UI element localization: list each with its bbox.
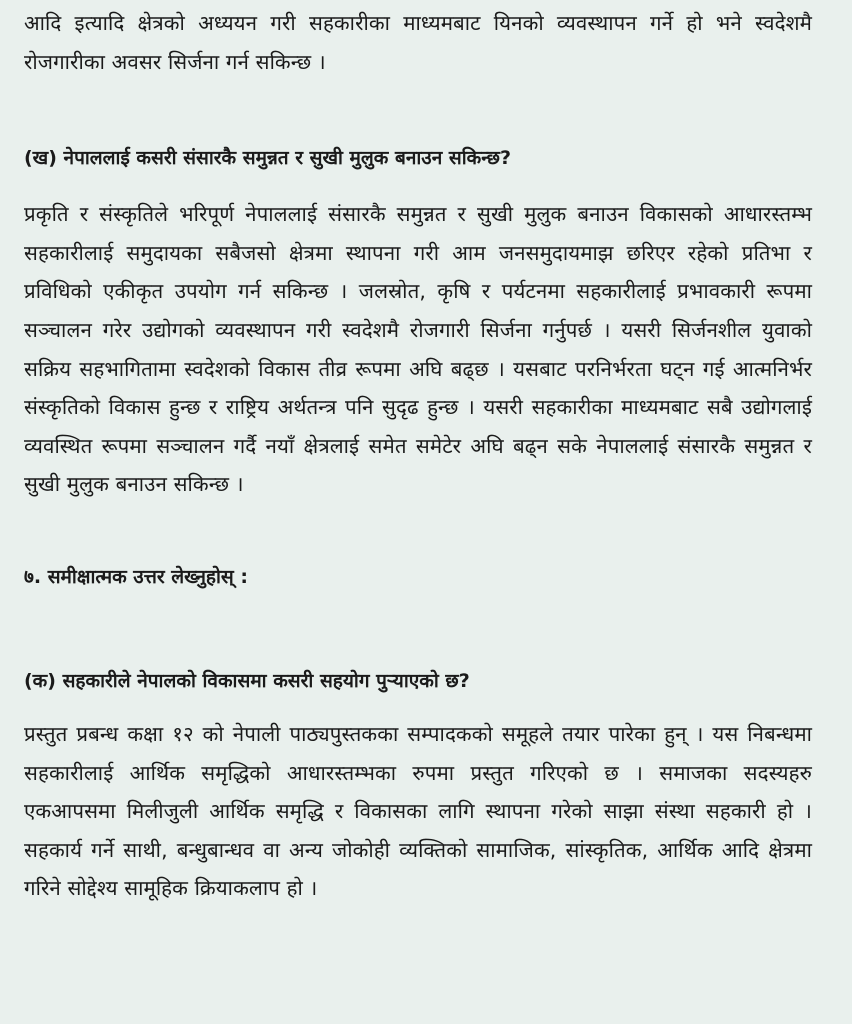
answer-paragraph-kha: प्रकृति र संस्कृतिले भरिपूर्ण नेपाललाई संसारकै समुन्नत र सुखी मुलुक बनाउन विकासको आधारस्तम्भ सहकारीलाई समुदायका सबैजसो क्षेत्रमा स्थापना गरी आम जनसमुदायमाझ छरिएर रहेको प्रतिभा र प्रविधिको एकीकृत उपयोग गर्न सकिन्छ । जलस्रोत, कृषि र पर्यटनमा सहकारीलाई प्रभावकारी रूपमा सञ्चालन गरेर उद्योगको व्यवस्थापन गरी स्वदेशमै रोजगारी सिर्जना गर्नुपर्छ । यसरी सिर्जनशील युवाको सक्रिय सहभागितामा स्वदेशको विकास तीव्र रूपमा अघि बढ्छ । यसबाट परनिर्भरता घट्न गई आत्मनिर्भर संस्कृतिको विकास हुन्छ र राष्ट्रिय अर्थतन्त्र पनि सुदृढ हुन्छ । यसरी सहकारीका माध्यमबाट सबै उद्योगलाई व्यवस्थित रूपमा सञ्चालन गर्दै नयाँ क्षेत्रलाई समेत समेटेर अघि बढ्न सके नेपाललाई संसारकै समुन्नत र सुखी मुलुक बनाउन सकिन्छ । (24, 202, 812, 497)
question-heading-ka: (क) सहकारीले नेपालको विकासमा कसरी सहयोग पुऱ्याएको छ? (24, 669, 470, 692)
intro-paragraph: आदि इत्यादि क्षेत्रको अध्ययन गरी सहकारीका माध्यमबाट यिनको व्यवस्थापन गर्ने हो भने स्वदेशमै रोजगारीका अवसर सिर्जना गर्न सकिन्छ । (24, 11, 812, 74)
answer-paragraph-ka: प्रस्तुत प्रबन्ध कक्षा १२ को नेपाली पाठ्यपुस्तकका सम्पादकको समूहले तयार पारेका हुन् । यस निबन्धमा सहकारीलाई आर्थिक समृद्धिको आधारस्तम्भका रुपमा प्रस्तुत गरिएको छ । समाजका सदस्यहरु एकआपसमा मिलीजुली आर्थिक समृद्धि र विकासका लागि स्थापना गरेको साझा संस्था सहकारी हो । सहकार्य गर्ने साथी, बन्धुबान्धव वा अन्य जोकोही व्यक्तिको सामाजिक, सांस्कृतिक, आर्थिक आदि क्षेत्रमा गरिने सोद्देश्य सामूहिक क्रियाकलाप हो । (24, 721, 812, 901)
question-heading-kha: (ख) नेपाललाई कसरी संसारकै समुन्नत र सुखी मुलुक बनाउन सकिन्छ? (24, 147, 511, 170)
section-heading-7: ७. समीक्षात्मक उत्तर लेख्नुहोस् : (24, 565, 248, 588)
